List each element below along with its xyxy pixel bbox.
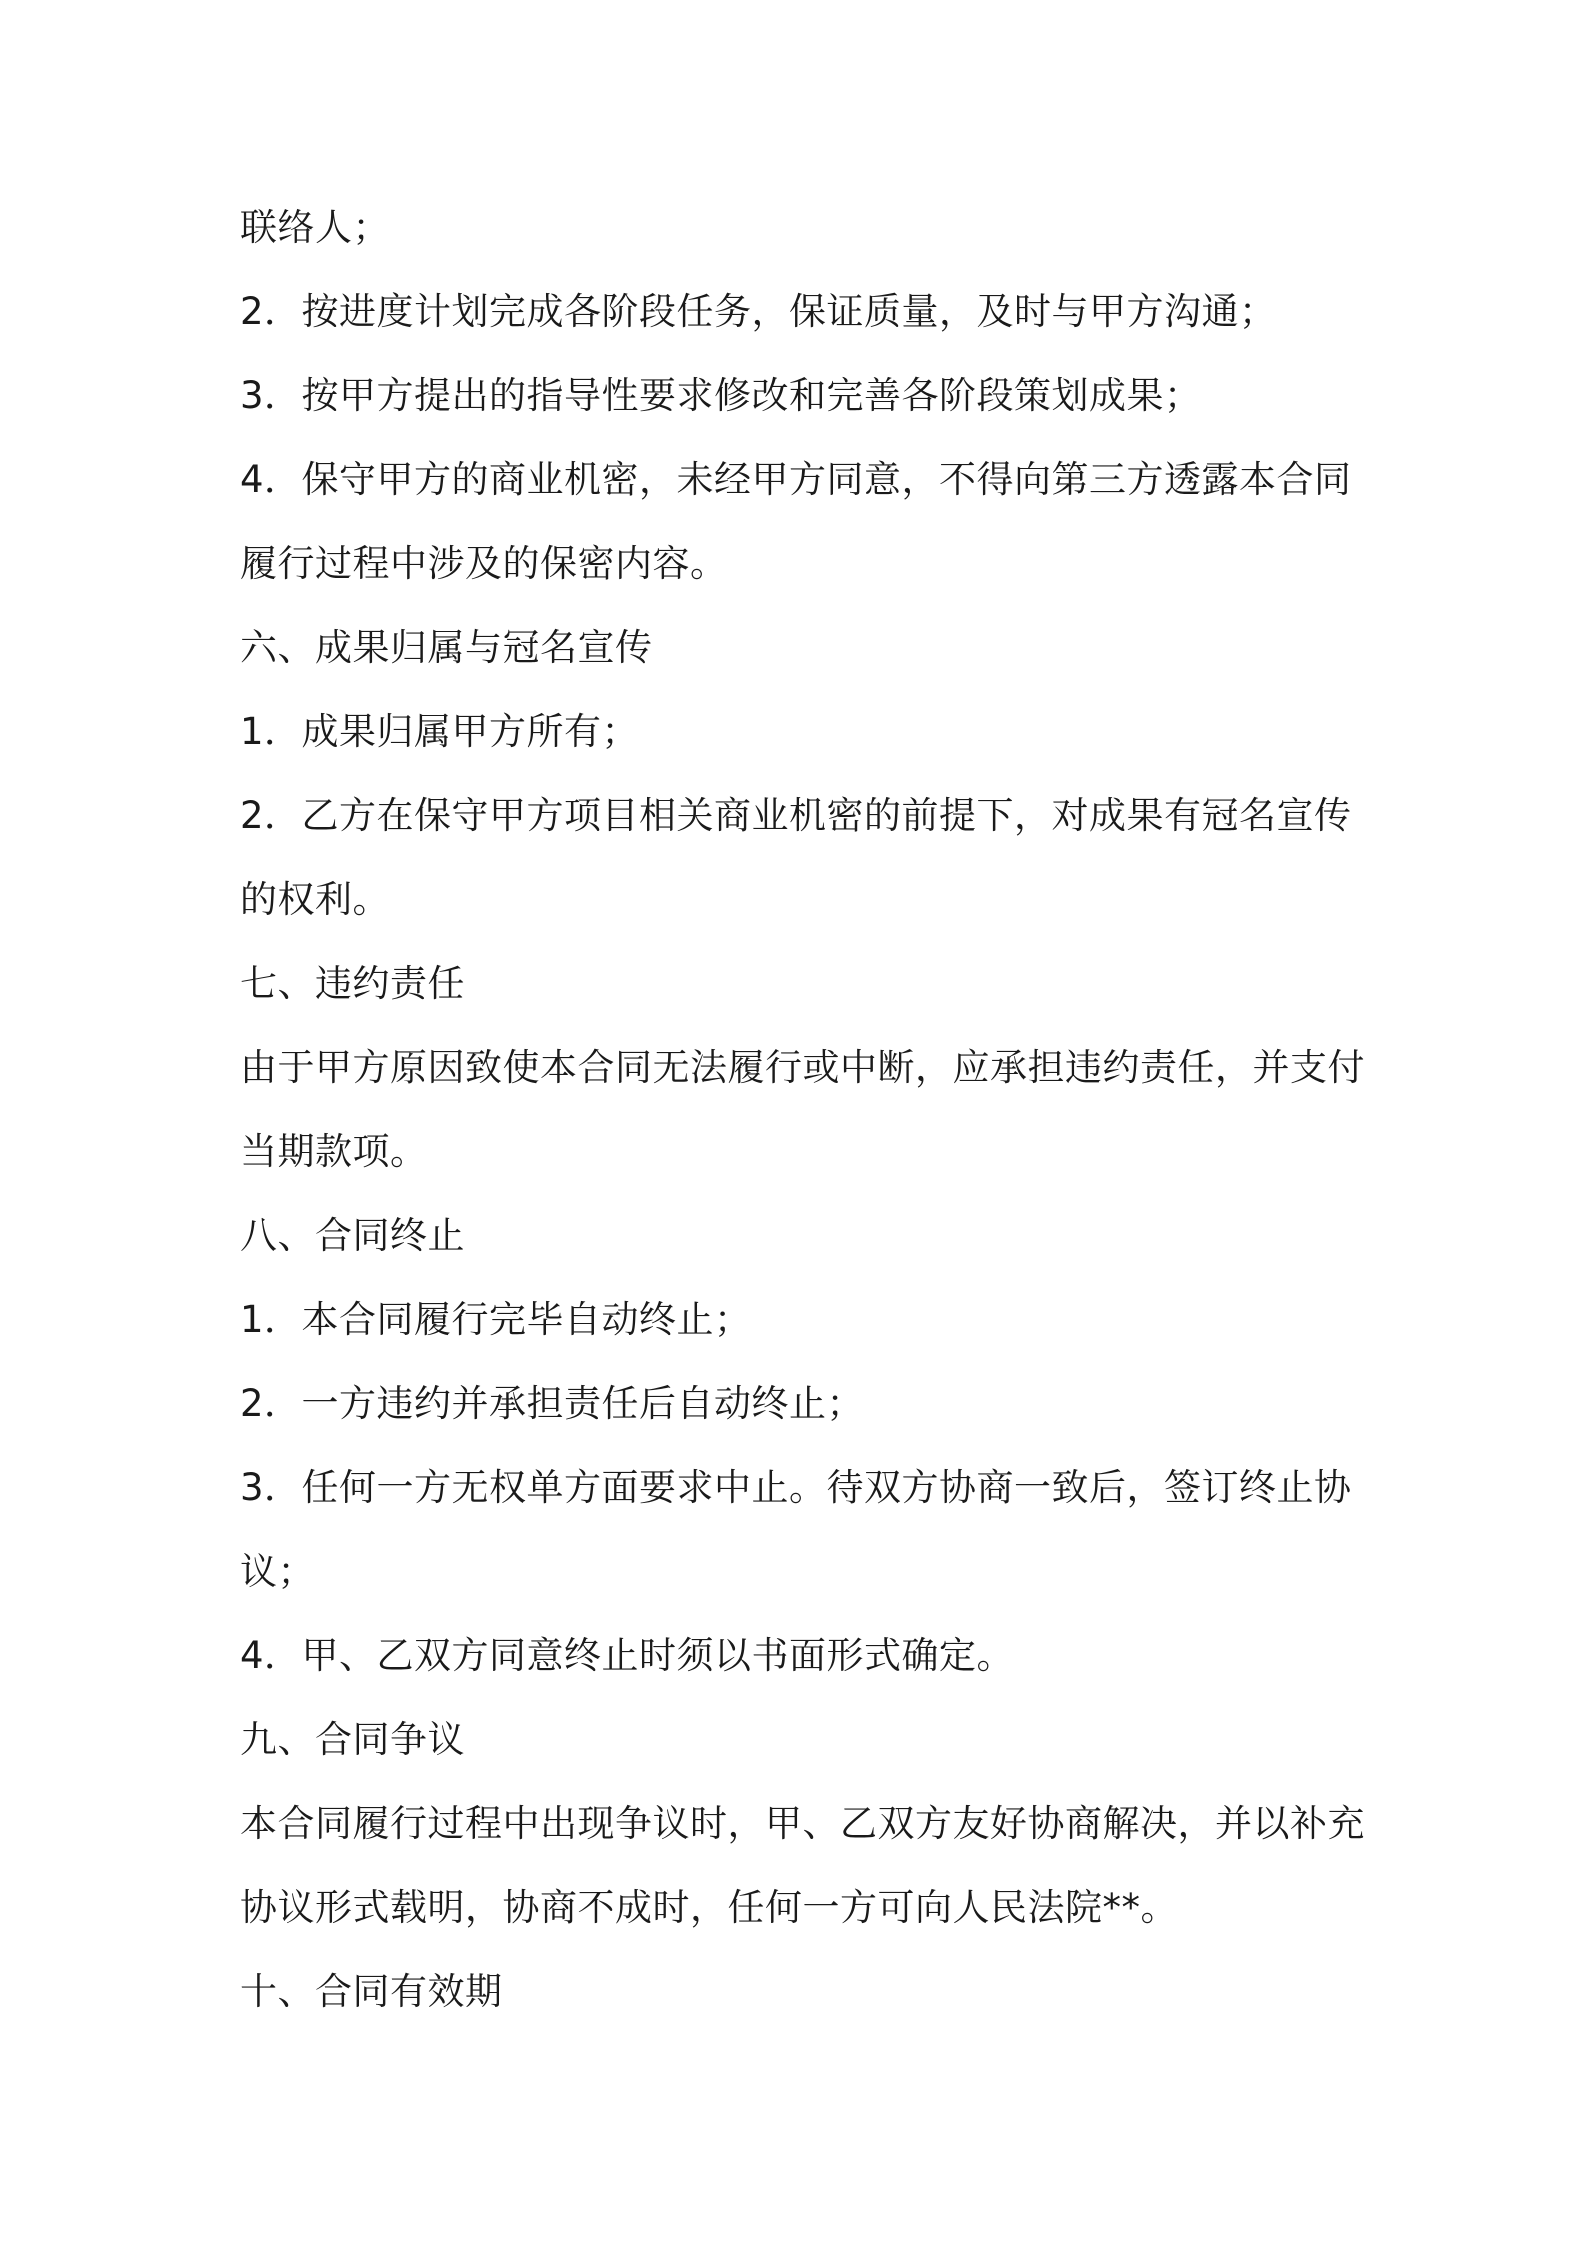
document-body	[240, 196, 1365, 2044]
text-line-liability-continued: 当期款项。	[240, 1130, 428, 1173]
text-line-clause-2-schedule: 2．按进度计划完成各阶段任务，保证质量，及时与甲方沟通；	[240, 290, 1277, 333]
text-line-contact-person: 联络人；	[240, 206, 390, 249]
text-line-termination-3-continued: 议；	[240, 1550, 315, 1593]
section-heading-8: 八、合同终止	[240, 1214, 465, 1257]
text-line-ownership-2: 2．乙方在保守甲方项目相关商业机密的前提下，对成果有冠名宣传	[240, 794, 1352, 837]
text-line-clause-4-confidential: 4．保守甲方的商业机密，未经甲方同意，不得向第三方透露本合同	[240, 458, 1352, 501]
text-line-termination-2: 2．一方违约并承担责任后自动终止；	[240, 1382, 865, 1425]
text-line-clause-3-revise: 3．按甲方提出的指导性要求修改和完善各阶段策划成果；	[240, 374, 1202, 417]
section-heading-6: 六、成果归属与冠名宣传	[240, 626, 653, 669]
text-line-clause-4-continued: 履行过程中涉及的保密内容。	[240, 542, 728, 585]
text-line-liability: 由于甲方原因致使本合同无法履行或中断，应承担违约责任，并支付	[240, 1046, 1365, 1089]
text-line-dispute: 本合同履行过程中出现争议时，甲、乙双方友好协商解决，并以补充	[240, 1802, 1365, 1845]
section-heading-7: 七、违约责任	[240, 962, 465, 1005]
text-line-dispute-continued: 协议形式载明，协商不成时，任何一方可向人民法院**。	[240, 1886, 1178, 1929]
section-heading-9: 九、合同争议	[240, 1718, 465, 1761]
section-heading-10: 十、合同有效期	[240, 1970, 503, 2013]
text-line-termination-3: 3．任何一方无权单方面要求中止。待双方协商一致后，签订终止协	[240, 1466, 1352, 1509]
text-line-ownership-1: 1．成果归属甲方所有；	[240, 710, 640, 753]
text-line-termination-4: 4．甲、乙双方同意终止时须以书面形式确定。	[240, 1634, 1015, 1677]
text-line-ownership-2-continued: 的权利。	[240, 878, 390, 921]
text-line-termination-1: 1．本合同履行完毕自动终止；	[240, 1298, 752, 1341]
